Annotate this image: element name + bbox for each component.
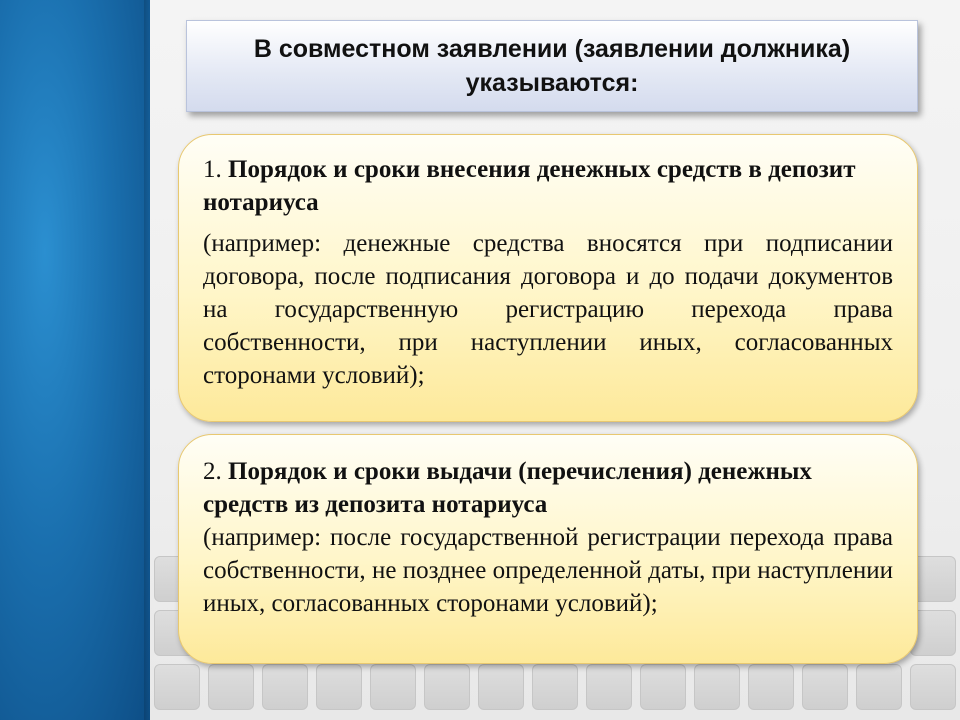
item-1-number: 1. [203,156,222,183]
background-tile [370,664,416,710]
background-tile [478,664,524,710]
item-1-heading-block [203,153,893,219]
item-card-2 [178,434,918,664]
background-tile [802,664,848,710]
item-2-number: 2. [203,458,222,485]
background-tile [748,664,794,710]
item-2-heading-block [203,455,893,521]
background-tile [424,664,470,710]
left-blue-panel [0,0,150,720]
background-tile [532,664,578,710]
slide-title: В совместном заявлении (заявлении должника) указываются: [253,35,851,97]
item-1-example: (например: денежные средства вносятся при подписании договора, после подписания договора и до подачи документов на государственную регистрацию перехода права собственности, при наступлении иных, согласованных сторонами условий); [203,230,893,389]
item-card-1 [178,134,918,422]
background-tile [316,664,362,710]
background-tile [262,664,308,710]
background-tile [154,664,200,710]
item-1-heading: Порядок и сроки внесения денежных средств в депозит нотариуса [203,156,856,216]
background-tile [208,664,254,710]
item-2-example: (например: после государственной регистрации перехода права собственности, не позднее определенной даты, при наступлении иных, согласованных сторонами условий); [203,524,893,617]
background-tile [586,664,632,710]
background-tile [856,664,902,710]
item-2-heading: Порядок и сроки выдачи (перечисления) денежных средств из депозита нотариуса [203,458,812,518]
background-tile [910,664,956,710]
background-tile [694,664,740,710]
background-tile [640,664,686,710]
title-box [186,20,918,112]
